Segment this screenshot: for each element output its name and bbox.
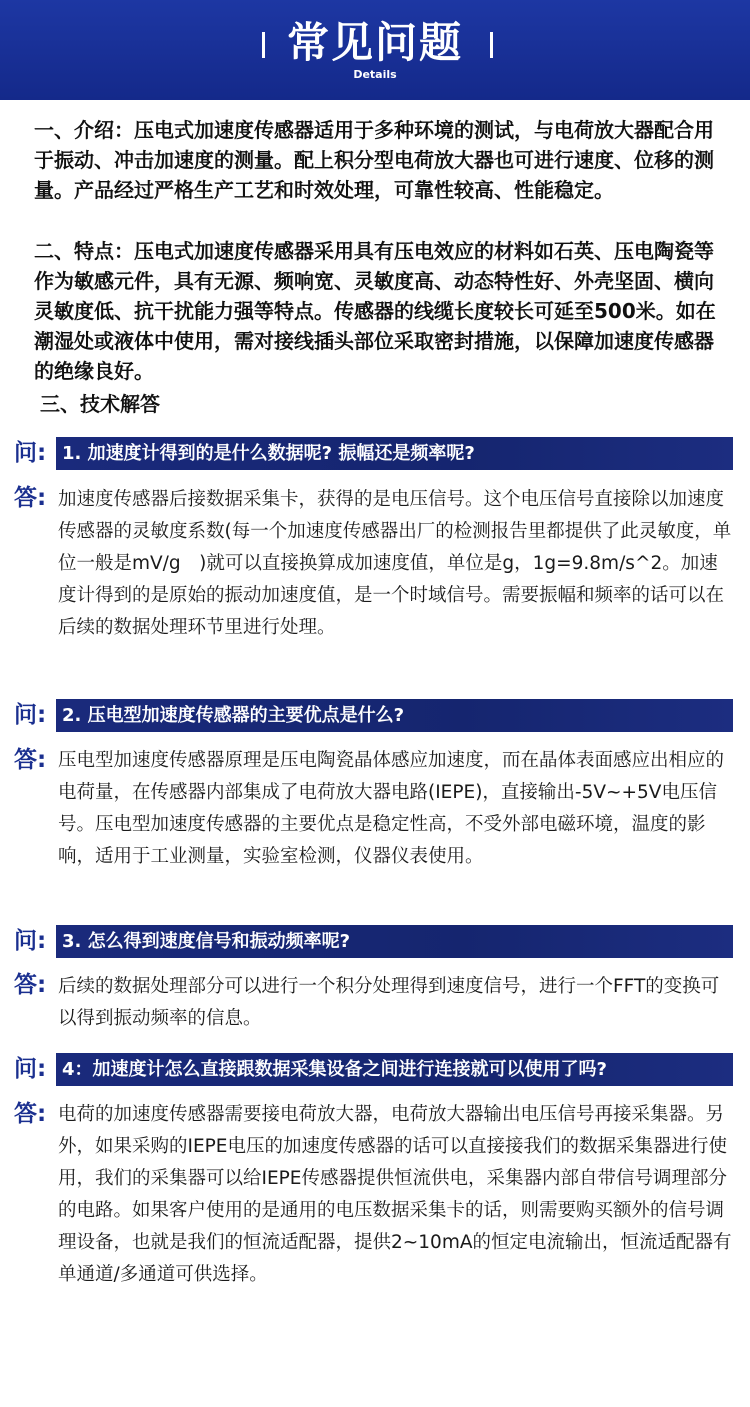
answer-label: 答: [14,747,47,773]
question-bar: 1. 加速度计得到的是什么数据呢? 振幅还是频率呢? [56,437,733,470]
answer-text: 电荷的加速度传感器需要接电荷放大器，电荷放大器输出电压信号再接采集器。另外，如果采购的IEPE电压的加速度传感器的话可以直接接我们的数据采集器进行使用，我们的采集器可以给IEPE传感器提供恒流供电，采集器内部自带信号调理部分的电路。如果客户使用的是通用的电压数据采集卡的话，则需要购买额外的信号调理设备，也就是我们的恒流适配器，提供2~10mA的恒定电流输出，恒流适配器有单通道/多通道可供选择。 [58,1104,732,1285]
question-label: 问: [14,440,47,466]
section-heading: 三、技术解答 [40,392,160,416]
intro-paragraph: 一、介绍：压电式加速度传感器适用于多种环境的测试，与电荷放大器配合用于振动、冲击加速度的测量。配上积分型电荷放大器也可进行速度、位移的测量。产品经过严格生产工艺和时效处理，可靠性较高、性能稳定。 [34,118,714,202]
answer-text: 压电型加速度传感器原理是压电陶瓷晶体感应加速度，而在晶体表面感应出相应的电荷量，在传感器内部集成了电荷放大器电路(IEPE)，直接输出-5V~+5V电压信号。压电型加速度传感器的主要优点是稳定性高，不受外部电磁环境，温度的影响，适用于工业测量，实验室检测，仪器仪表使用。 [58,750,725,867]
question-bar: 4：加速度计怎么直接跟数据采集设备之间进行连接就可以使用了吗? [56,1053,733,1086]
page-subtitle: Details [353,68,397,81]
question-label: 问: [14,702,47,728]
question-bar: 3. 怎么得到速度信号和振动频率呢? [56,925,733,958]
answer-label: 答: [14,485,47,511]
answer-label: 答: [14,972,47,998]
features-paragraph: 二、特点：压电式加速度传感器采用具有压电效应的材料如石英、压电陶瓷等作为敏感元件，具有无源、频响宽、灵敏度高、动态特性好、外壳坚固、横向灵敏度低、抗干扰能力强等特点。传感器的线缆长度较长可延至500米。如在潮湿处或液体中使用，需对接线插头部位采取密封措施，以保障加速度传感器的绝缘良好。 [34,239,716,383]
question-bar: 2. 压电型加速度传感器的主要优点是什么? [56,699,733,732]
answer-label: 答: [14,1101,47,1127]
answer-text: 后续的数据处理部分可以进行一个积分处理得到速度信号，进行一个FFT的变换可以得到振动频率的信息。 [58,976,720,1029]
title-divider-right [490,32,493,58]
page-header [0,0,750,100]
question-label: 问: [14,1056,47,1082]
answer-text: 加速度传感器后接数据采集卡，获得的是电压信号。这个电压信号直接除以加速度传感器的灵敏度系数(每一个加速度传感器出厂的检测报告里都提供了此灵敏度，单位一般是mV/g )就可以直接换算成加速度值，单位是g，1g=9.8m/s^2。加速度计得到的是原始的振动加速度值，是一个时域信号。需要振幅和频率的话可以在后续的数据处理环节里进行处理。 [58,489,732,638]
page-title: 常见问题 [286,18,463,67]
question-label: 问: [14,928,47,954]
